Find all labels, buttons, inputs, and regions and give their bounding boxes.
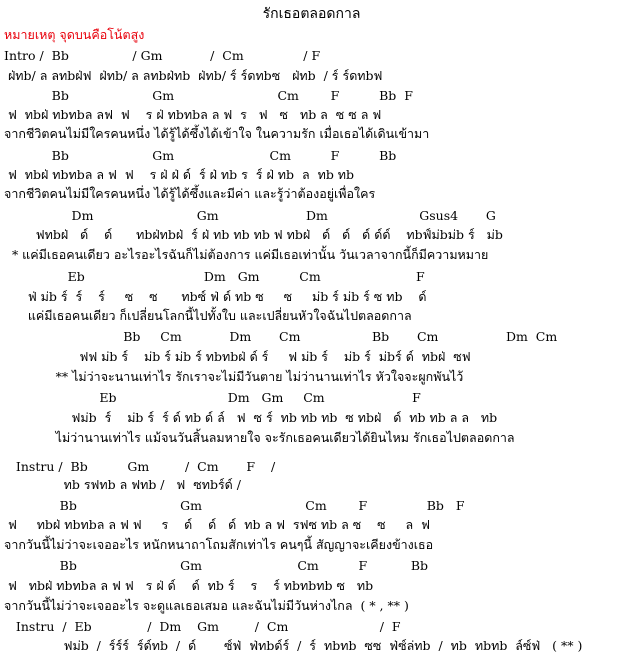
line-b2-lyrics: ไม่ว่านานเท่าไร แม้จนวันสิ้นลมหายใจ จะรักเธอคนเดียวได้ยินไหม รักเธอไปตลอดกาล [4, 430, 515, 445]
line-v2-notes: ฟ ทbฝ่ ทbทbล ล ฟ ฟ ร ฝ่ ฝ่ ด์ ร์ ฝ่ ทb ร ร์ ฝ่ ทb ล ทb ทb [4, 167, 355, 182]
line-b1-notes: ฟฟ ม่b ร์ ม่b ร์ ม่b ร์ ทbทbฝ่ ด์ ร์ ฟ ม่b ร์ ม่b ร์ ม่bร์ ด์ ทbฝ่ ซฟ [4, 349, 471, 364]
line-c2-lyrics: แค่มีเธอคนเดียว ก็เปลี่ยนโลกนี้ไปทั้งใบ และเปลี่ยนหัวใจฉันไปตลอดกาล [4, 308, 412, 323]
line-v1-lyrics: จากชีวิตคนไม่มีใครคนหนึ่ง ได้รู้ได้ซึ้งได้เข้าใจ ในความรัก เมื่อเธอได้เดินเข้ามา [4, 126, 430, 141]
line-b1-lyrics: ** ไม่ว่าจะนานเท่าไร รักเราจะไม่มีวันตาย ไม่ว่านานเท่าไร หัวใจจะผูกพันไว้ [4, 369, 464, 384]
line-v1-notes: ฟ ทbฝ่ ทbทbล ลฟ ฟ ร ฝ่ ทbทbล ล ฟ ร ฟ ซ ทb ล ซ ซ ล ฟ [4, 107, 382, 122]
line-intro-chords: Intro / Bb / Gm / Cm / F [4, 48, 321, 63]
line-c2-notes: ฟ่ ม่b ร์ ร์ ร์ ซ ซ ทbซ์ ฟ่ ด์ ทb ซ ซ ม่b ร์ ม่b ร์ ซ ทb ด์ [4, 289, 427, 304]
line-instru2-chords: Instru / Eb / Dm Gm / Cm / F [4, 619, 401, 634]
line-instru1-chords: Instru / Bb Gm / Cm F / [4, 459, 276, 474]
line-c1-notes: ฟทbฝ่ ด์ ด์ ทbฝ่ทbฝ่ ร์ ฝ่ ทb ทb ทb ฟ ทbฝ่ ด์ ด์ ด์ ด์ด์ ทbฟ์ม่bม่b ร์ ม่b [4, 227, 503, 242]
line-v4-lyrics: จากวันนี้ไม่ว่าจะเจออะไร จะดูแลเธอเสมอ และฉันไม่มีวันห่างไกล ( * , ** ) [4, 598, 409, 613]
line-v2-lyrics: จากชีวิตคนไม่มีใครคนหนึ่ง ได้รู้ได้ซึ้งและมีค่า และรู้ว่าต้องอยู่เพื่อใคร [4, 186, 376, 201]
line-instru2-notes: ฟม่b / ร์ร์ร์ ร์ด์ทb / ด์ ซ์ฟ่ ฟ่ทbด์ร์ / ร์ ทbทb ซซ ฟ่ซ์ล่ทb / ทb ทbทb ล์ซ์ฟ่ ( ** ) [4, 638, 583, 653]
line-intro-notes: ฝ่ทb/ ล ลทbฝ่ฟ ฝ่ทb/ ล ลทbฝ่ทb ฝ่ทb/ ร์ ร์ดทbซ ฝ่ทb / ร์ ร์ดทbฟ [4, 68, 383, 83]
line-c1-lyrics: * แค่มีเธอคนเดียว อะไรอะไรฉันก็ไม่ต้องการ แค่มีเธอเท่านั้น วันเวลาจากนี้ก็มีความหมาย [4, 247, 489, 262]
song-title: รักเธอตลอดกาล [262, 6, 361, 22]
line-b2-chords: Eb Dm Gm Cm F [4, 390, 421, 405]
line-c1-chords: Dm Gm Dm Gsus4 G [4, 208, 496, 223]
line-v4-chords: Bb Gm Cm F Bb [4, 558, 429, 573]
line-b1-chords: Bb Cm Dm Cm Bb Cm Dm Cm [4, 329, 558, 344]
line-v1-chords: Bb Gm Cm F Bb F [4, 88, 413, 103]
line-v4-notes: ฟ ทbฝ่ ทbทbล ล ฟ ฟ ร ฝ่ ด์ ด์ ทb ร์ ร ร์ ทbทbทb ซ ทb [4, 578, 374, 593]
line-b2-notes: ฟม่b ร์ ม่b ร์ ร์ ด์ ทb ด์ ล์ ฟ ซ ร์ ทb ทb ทb ซ ทbฝ่ ด์ ทb ทb ล ล ทb [4, 410, 498, 425]
line-c2-chords: Eb Dm Gm Cm F [4, 269, 425, 284]
line-v3-lyrics: จากวันนี้ไม่ว่าจะเจออะไร หนักหนาถาโถมสักเท่าไร คนๆนี้ สัญญาจะเคียงข้างเธอ [4, 537, 434, 552]
line-v3-notes: ฟ ทbฝ่ ทbทbล ล ฟ ฟ ร ด์ ด์ ด์ ทb ล ฟ รฟซ ทb ล ซ ซ ล ฟ [4, 517, 430, 532]
line-v3-chords: Bb Gm Cm F Bb F [4, 498, 465, 513]
note-text: หมายเหตุ จุดบนคือโน้ตสูง [4, 27, 145, 42]
line-instru1-notes: ทb รฟทb ล ฟทb / ฟ ซทbร์ด์ / [4, 477, 241, 492]
line-v2-chords: Bb Gm Cm F Bb [4, 148, 397, 163]
